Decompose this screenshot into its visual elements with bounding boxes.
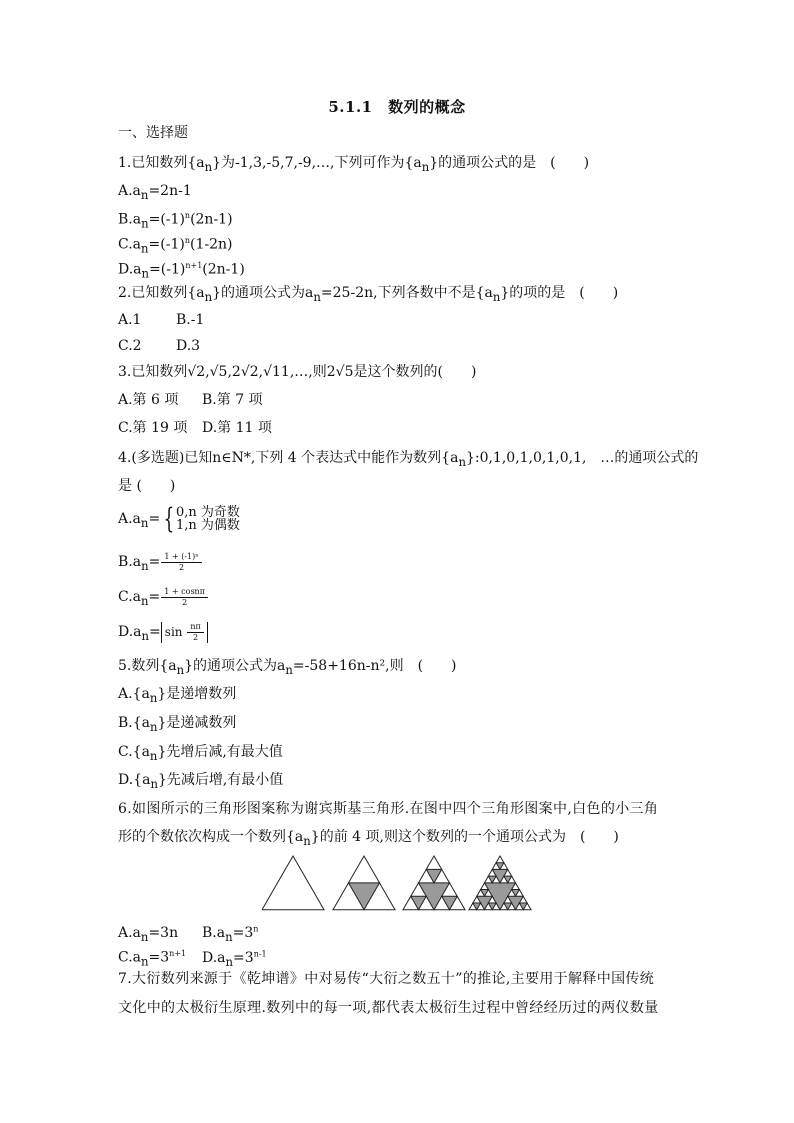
- question-3-option-a: A.第 6 项: [118, 392, 179, 408]
- sequence-expression: √2,√5,2√2,√11,…: [187, 364, 309, 380]
- question-1-option-d: $D.a_n=(-1)^{n+1}(2n-1)$: [118, 261, 245, 281]
- question-6-option-b: $B.a_n=3^n$: [202, 924, 259, 944]
- question-3-option-d: D.第 11 项: [202, 420, 272, 436]
- question-2-stem: 2.已知数列$\{a_n\}$的通项公式为$a_n=25-2n$,下列各数中不是$\{a_n\}$的项的是 ( ): [118, 285, 619, 304]
- question-1-option-c: $C.a_n=(-1)^n(1-2n)$: [118, 236, 233, 256]
- left-brace-symbol: {: [163, 502, 175, 535]
- question-1-stem: 1.已知数列$\{a_n\}$为-1,3,-5,7,-9,…,下列可作为$\{a_n\}$的通项公式的是 ( ): [118, 155, 590, 174]
- question-5-option-b: $B.\{a_n\}$是递减数列: [118, 715, 237, 734]
- question-1-option-a: $A.a_n=2n-1$: [118, 183, 192, 202]
- question-2-options-row-2: [118, 337, 200, 355]
- question-2-options-row-1: [118, 311, 204, 329]
- question-4-option-a: $A.a_n=$ { 0,n 为奇数 1,n 为偶数: [118, 502, 240, 535]
- fraction: $\frac{1 + \cos n\pi}{2}$: [161, 587, 208, 608]
- term-expression: 2√5: [326, 364, 354, 380]
- question-6-option-c: $C.a_n=3^{n+1}$: [118, 949, 187, 969]
- question-5-option-c: $C.\{a_n\}$先增后减,有最大值: [118, 744, 283, 763]
- section-heading: 一、选择题: [118, 125, 188, 141]
- question-7-stem-line-1: 7.大衍数列来源于《乾坤谱》中对易传“大衍之数五十”的推论,主要用于解释中国传统: [118, 971, 655, 987]
- question-2-option-d: D.3: [176, 338, 201, 354]
- question-4-option-b: $B.a_n=$ $\frac{\text{1 + (-1)ⁿ}}{2}$: [118, 549, 202, 579]
- question-2-option-b: B.-1: [176, 312, 205, 328]
- question-5-stem: 5.数列$\{a_n\}$的通项公式为$a_n=-58+16n-n^2$,则 ( ): [118, 658, 457, 677]
- question-6-options-row-2: [118, 945, 267, 970]
- question-6-option-a: $A.a_n=3n$: [118, 924, 179, 944]
- sierpinski-triangles-figure: [262, 854, 532, 912]
- question-4-stem-line-1: 4.(多选题)已知n∈N*,下列 4 个表达式中能作为数列$\{a_n\}:0,1,0,1,0,1,0,1$, …的通项公式的: [118, 450, 699, 469]
- sierpinski-triangle-stage-1: [262, 856, 324, 910]
- question-2-option-c: C.2: [118, 338, 142, 354]
- question-1-option-b: $B.a_n=(-1)^n(2n-1)$: [118, 211, 233, 231]
- question-3-option-c: C.第 19 项: [118, 420, 188, 436]
- question-7-stem-line-2: 文化中的太极衍生原理.数列中的每一项,都代表太极衍生过程中曾经经历过的两仪数量: [118, 1000, 659, 1016]
- question-4-stem-line-2: 是 ( ): [118, 478, 176, 494]
- fraction: $\frac{\text{1 + (-1)ⁿ}}{2}$: [161, 552, 201, 573]
- question-6-stem-line-1: 6.如图所示的三角形图案称为谢宾斯基三角形.在图中四个三角形图案中,白色的小三角: [118, 801, 659, 817]
- absolute-value: sin $\frac{n\pi}{2}$: [161, 622, 208, 643]
- question-4-option-d: $D.a_n= \sin$ $\frac{n\pi}{2}$: [118, 618, 208, 650]
- question-3-stem: 3.已知数列√2,√5,2√2,√11,…,则2√5是这个数列的( ): [118, 364, 477, 380]
- question-5-option-a: $A.\{a_n\}$是递增数列: [118, 686, 237, 705]
- question-6-option-d: $D.a_n=3^{n-1}$: [202, 949, 267, 969]
- question-6-options-row-1: [118, 920, 258, 945]
- question-6-stem-line-2: 形的个数依次构成一个数列$\{a_n\}$的前 4 项,则这个数列的一个通项公式为 ( ): [118, 829, 619, 848]
- question-2-option-a: A.1: [118, 312, 142, 328]
- question-4-option-c: $C.a_n=$ $\frac{1 + \cos n\pi}{2}$: [118, 584, 208, 614]
- question-3-options-row-2: [118, 419, 272, 437]
- question-5-option-d: $D.\{a_n\}$先减后增,有最小值: [118, 772, 284, 791]
- page-title: 5.1.1 数列的概念: [328, 98, 466, 116]
- question-3-options-row-1: [118, 391, 263, 409]
- question-3-option-b: B.第 7 项: [202, 392, 263, 408]
